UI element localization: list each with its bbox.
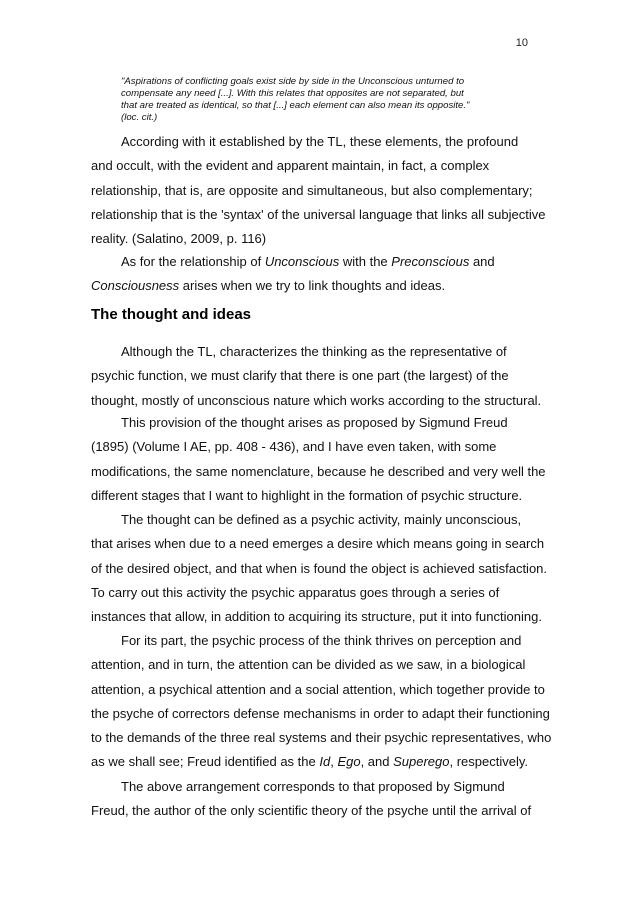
- text-line: reality. (Salatino, 2009, p. 116): [91, 231, 267, 247]
- page-number: 10: [515, 37, 528, 49]
- paragraph-4: [91, 411, 551, 508]
- block-quote: [121, 76, 521, 124]
- quote-line: "Aspirations of conflicting goals exist side by side in the Unconscious unturned to: [121, 76, 465, 87]
- text-line: different stages that I want to highlight in the formation of psychic structure.: [91, 487, 523, 503]
- text-line: Consciousness arises when we try to link thoughts and ideas.: [91, 278, 446, 294]
- text-line: Although the TL, characterizes the thinking as the representative of: [121, 344, 507, 359]
- text-line: psychic function, we must clarify that there is one part (the largest) of the: [91, 368, 509, 384]
- text-line: (1895) (Volume I AE, pp. 408 - 436), and I have even taken, with some: [91, 439, 497, 455]
- text-line: to the demands of the three real systems and their psychic representatives, who: [91, 730, 552, 746]
- text-line: as we shall see; Freud identified as the Id, Ego, and Superego, respectively.: [91, 754, 529, 770]
- text-line: modifications, the same nomenclature, because he described and very well the: [91, 463, 546, 479]
- text-line: of the desired object, and that when is found the object is achieved satisfaction.: [91, 560, 548, 576]
- text-line: For its part, the psychic process of the think thrives on perception and: [121, 633, 522, 648]
- text-line: This provision of the thought arises as proposed by Sigmund Freud: [121, 415, 508, 430]
- paragraph-1: [91, 130, 551, 251]
- term-id: Id: [319, 754, 331, 770]
- quote-line: that are treated as identical, so that [...] each element can also mean its opposite.": [121, 100, 470, 111]
- text-line: attention, and in turn, the attention can be divided as we saw, in a biological: [91, 657, 526, 673]
- paragraph-3: [91, 340, 551, 413]
- term-preconscious: Preconscious: [391, 254, 470, 269]
- paragraph-5: [91, 508, 551, 629]
- text-line: Freud, the author of the only scientific theory of the psyche until the arrival of: [91, 803, 532, 819]
- text-line: The thought can be defined as a psychic activity, mainly unconscious,: [121, 512, 522, 527]
- text-line: the psyche of correctors defense mechanisms in order to adapt their functioning: [91, 705, 550, 721]
- text-line: and occult, with the evident and apparent maintain, in fact, a complex: [91, 158, 490, 174]
- paragraph-2: [91, 250, 551, 299]
- text-line: According with it established by the TL, these elements, the profound: [121, 134, 519, 149]
- text-line: As for the relationship of Unconscious with the Preconscious and: [121, 254, 495, 269]
- text-line: that arises when due to a need emerges a desire which means going in search: [91, 536, 545, 552]
- section-heading: The thought and ideas: [91, 306, 251, 323]
- text-line: instances that allow, in addition to acquiring its structure, put it into functioning.: [91, 609, 542, 625]
- term-superego: Superego: [393, 754, 450, 770]
- term-ego: Ego: [337, 754, 361, 770]
- quote-line: (loc. cit.): [121, 112, 158, 123]
- text-line: attention, a psychical attention and a social attention, which together provide to: [91, 681, 545, 697]
- quote-line: compensate any need [...]. With this relates that opposites are not separated, but: [121, 88, 464, 99]
- text-line: To carry out this activity the psychic apparatus goes through a series of: [91, 584, 500, 600]
- text-line: relationship, that is, are opposite and simultaneous, but also complementary;: [91, 182, 533, 198]
- term-consciousness: Consciousness: [91, 278, 180, 294]
- term-unconscious: Unconscious: [264, 254, 340, 269]
- paragraph-7: [91, 775, 551, 824]
- paragraph-6: [91, 629, 551, 775]
- text-line: relationship that is the 'syntax' of the universal language that links all subjective: [91, 206, 546, 222]
- text-line: thought, mostly of unconscious nature which works according to the structural.: [91, 392, 542, 408]
- text-line: The above arrangement corresponds to that proposed by Sigmund: [121, 779, 505, 794]
